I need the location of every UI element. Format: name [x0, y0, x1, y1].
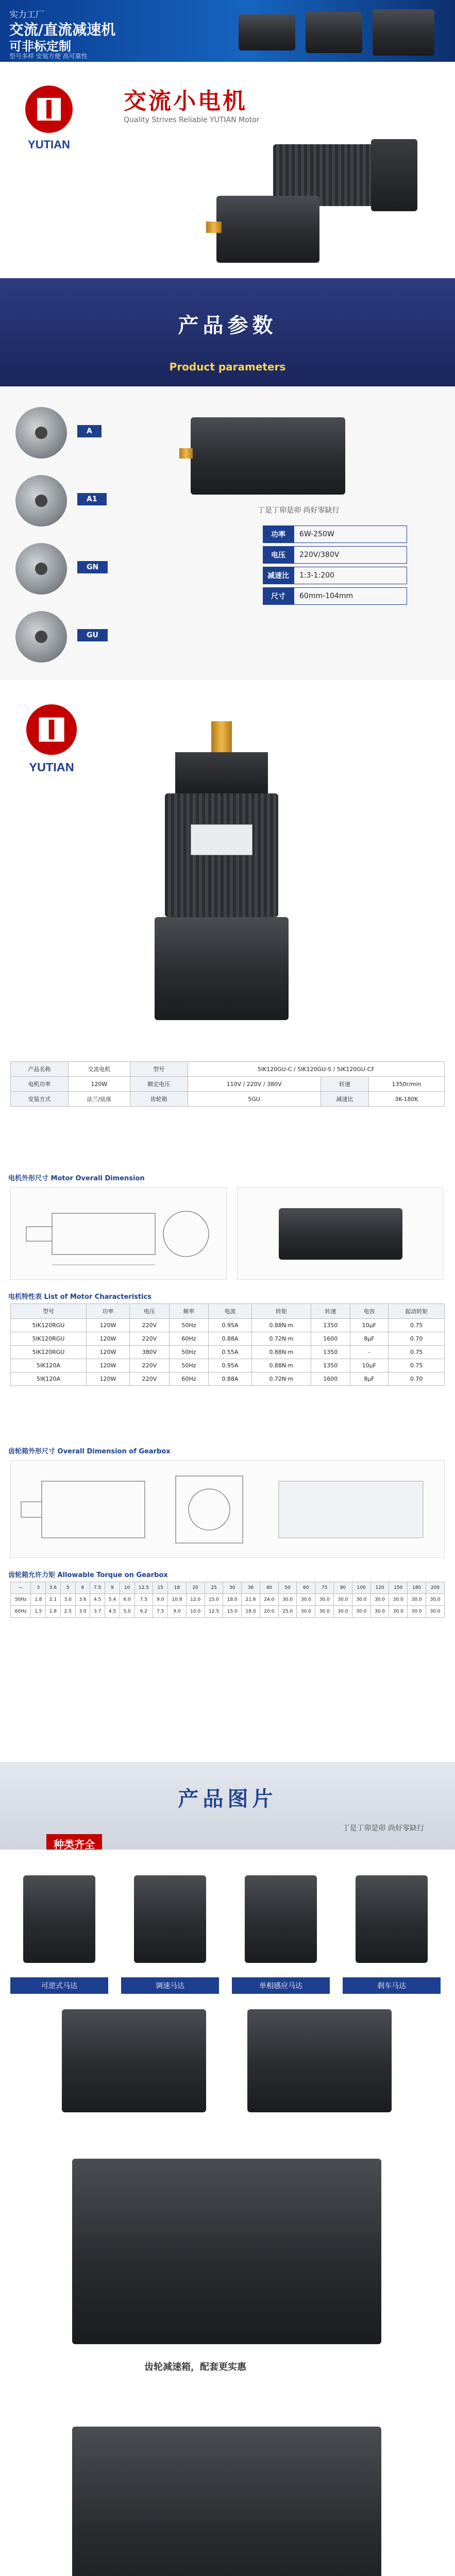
- torque-cell: 30.0: [297, 1594, 315, 1606]
- torque-ratio-header: 200: [426, 1582, 444, 1594]
- torque-cell: 18.0: [223, 1594, 242, 1606]
- torque-cell: 3.7: [90, 1606, 105, 1618]
- pictures-grid: [0, 1850, 455, 2138]
- torque-cell: 30.0: [297, 1606, 315, 1618]
- torque-title: 齿轮箱允许力矩 Allowable Torque on Gearbox: [8, 1571, 168, 1579]
- gearbox-motor-image: [62, 2009, 206, 2112]
- torque-ratio-header: 15: [153, 1582, 168, 1594]
- hero-tags: 型号多样 安装方便 高可靠性: [9, 53, 88, 60]
- torque-cell: 6.0: [120, 1594, 134, 1606]
- spec-table: [10, 1061, 445, 1107]
- gearbox-motor-image: [72, 2427, 381, 2576]
- torque-ratio-header: 75: [315, 1582, 334, 1594]
- torque-ratio-header: 9: [105, 1582, 120, 1594]
- torque-cell: 30.0: [334, 1594, 352, 1606]
- torque-ratio-header: 100: [352, 1582, 370, 1594]
- gearbox-motor-image: [247, 2009, 392, 2112]
- torque-ratio-header: 36: [242, 1582, 260, 1594]
- table-row: [11, 1594, 445, 1606]
- torque-cell: 30.0: [278, 1594, 297, 1606]
- torque-cell: 18.0: [242, 1606, 260, 1618]
- params-slogan: 丁是丁卯是卯 尚好零缺行: [258, 506, 340, 515]
- dimension-title: 电机外形尺寸 Motor Overall Dimension: [8, 1175, 145, 1182]
- table-row: 安装方式 法兰/底座 齿轮箱 5GU 减速比 3K-180K: [11, 1092, 445, 1107]
- table-row: 产品名称 交流电机 型号 5IK120GU-C / 5IK120GU-S / 5IK120GU-CF: [11, 1062, 445, 1077]
- torque-section: [0, 1566, 455, 1762]
- torque-cell: 5.0: [120, 1606, 134, 1618]
- table-row: 5IK120A 120W 220V 60Hz 0.88A 0.72N·m 1600 8μF 0.70: [11, 1372, 445, 1386]
- dimension-photo: [237, 1187, 443, 1280]
- torque-cell: 60Hz: [11, 1606, 31, 1618]
- shaft-type-list: [10, 402, 134, 674]
- table-row: 5IK120RGU 120W 380V 50Hz 0.55A 0.88N·m 1350 - 0.75: [11, 1346, 445, 1359]
- torque-cell: 3.0: [75, 1606, 90, 1618]
- torque-cell: 30.0: [315, 1606, 334, 1618]
- torque-cell: 30.0: [352, 1606, 370, 1618]
- torque-ratio-header: 3.6: [46, 1582, 61, 1594]
- torque-ratio-header: 7.5: [90, 1582, 105, 1594]
- table-row: 5IK120A 120W 220V 50Hz 0.95A 0.88N·m 1350 10μF 0.75: [11, 1359, 445, 1372]
- torque-cell: 25.0: [278, 1606, 297, 1618]
- torque-cell: 3.0: [60, 1594, 75, 1606]
- torque-ratio-header: 30: [223, 1582, 242, 1594]
- gearbox-dimension-title: 齿轮箱外形尺寸 Overall Dimension of Gearbox: [8, 1448, 171, 1455]
- torque-cell: 9.0: [168, 1606, 187, 1618]
- torque-cell: 30.0: [370, 1594, 389, 1606]
- shaft-type-a: A: [10, 402, 134, 464]
- torque-cell: 7.5: [153, 1606, 168, 1618]
- torque-cell: 1.8: [31, 1594, 46, 1606]
- spec-row-ratio: 减速比 1:3-1:200: [263, 567, 407, 584]
- torque-cell: 24.0: [260, 1594, 278, 1606]
- gearbox-drawing: [10, 1460, 445, 1558]
- hero-motor-image: [239, 9, 434, 56]
- spec-row-size: 尺寸 60mm-104mm: [263, 587, 407, 605]
- torque-cell: 30.0: [352, 1594, 370, 1606]
- pic-card-brake: 刹车马达: [343, 1865, 441, 1994]
- showcase-section: [0, 680, 455, 1051]
- torque-cell: 30.0: [370, 1606, 389, 1618]
- torque-ratio-header: 20: [186, 1582, 205, 1594]
- torque-cell: 2.5: [60, 1606, 75, 1618]
- pic-card-speed: 调速马达: [121, 1865, 219, 1994]
- torque-ratio-header: 18: [168, 1582, 187, 1594]
- torque-ratio-header: 12.5: [134, 1582, 153, 1594]
- params-heading: 产品参数: [178, 314, 277, 337]
- yutian-logo-icon: [10, 77, 88, 155]
- showcase-motor-image: [103, 721, 371, 1030]
- shaft-type-gn: GN: [10, 538, 134, 600]
- torque-cell: 3.6: [75, 1594, 90, 1606]
- gearbox-dimension-section: [0, 1443, 455, 1566]
- characteristics-table: [10, 1303, 445, 1386]
- variety-badge: 种类齐全: [46, 1834, 102, 1850]
- gear-caption: 齿轮减速箱，配套更实惠: [144, 2362, 246, 2372]
- hero-subtitle: 可非标定制: [9, 39, 71, 54]
- torque-cell: 30.0: [408, 1594, 426, 1606]
- params-heading-en: Product parameters: [169, 361, 286, 373]
- brand-section: [0, 62, 455, 278]
- characteristics-title: 电机特性表 List of Motor Characteristics: [8, 1293, 152, 1301]
- torque-cell: 30.0: [389, 1594, 408, 1606]
- torque-cell: 15.0: [205, 1594, 223, 1606]
- table-header-row: — 3 3.6 5 6 7.5 9 10 12.5 15 18 20 25 30 36 40 50 60 75 90 100 120 150 180 200: [11, 1582, 445, 1594]
- torque-cell: 12.5: [205, 1606, 223, 1618]
- torque-table: [10, 1582, 445, 1618]
- torque-ratio-header: 50: [278, 1582, 297, 1594]
- params-banner: [0, 278, 455, 386]
- dimension-drawing-icon: [11, 1188, 227, 1280]
- torque-cell: 50Hz: [11, 1594, 31, 1606]
- svg-text:YUTIAN: YUTIAN: [29, 760, 74, 774]
- svg-text:YUTIAN: YUTIAN: [28, 138, 70, 151]
- torque-ratio-header: 6: [75, 1582, 90, 1594]
- torque-ratio-header: 120: [370, 1582, 389, 1594]
- table-row: [11, 1606, 445, 1618]
- torque-cell: 2.1: [46, 1594, 61, 1606]
- torque-cell: 4.5: [105, 1606, 120, 1618]
- spec-motor-image: [191, 417, 345, 495]
- torque-cell: 30.0: [426, 1594, 444, 1606]
- hero-small-text: 实力工厂: [9, 10, 44, 20]
- torque-cell: 30.0: [426, 1606, 444, 1618]
- pictures-banner: [0, 1762, 455, 1850]
- torque-cell: 30.0: [315, 1594, 334, 1606]
- spec-row-power: 功率 6W-250W: [263, 526, 407, 543]
- torque-cell: 7.5: [134, 1594, 153, 1606]
- torque-ratio-header: 180: [408, 1582, 426, 1594]
- table-row: 电机功率 120W 额定电压 110V / 220V / 380V 转速 1350r/min: [11, 1077, 445, 1092]
- torque-ratio-header: 150: [389, 1582, 408, 1594]
- torque-cell: 9.0: [153, 1594, 168, 1606]
- torque-ratio-header: 90: [334, 1582, 352, 1594]
- pic-card-induction: 单相感应马达: [232, 1865, 330, 1994]
- brand-subtitle: Quality Strives Reliable YUTIAN Motor: [124, 116, 260, 124]
- torque-cell: 5.4: [105, 1594, 120, 1606]
- pictures-slogan: 丁是丁卯是卯 尚好零缺行: [342, 1824, 424, 1833]
- characteristics-section: [0, 1288, 455, 1443]
- spec-row-voltage: 电压 220V/380V: [263, 546, 407, 564]
- table-header-row: 型号 功率 电压 频率 电流 转矩 转速 电容 起动转矩: [11, 1304, 445, 1319]
- torque-cell: 6.2: [134, 1606, 153, 1618]
- brand-motor-image: [206, 134, 423, 268]
- gearbox-drawing-icon: [11, 1461, 445, 1558]
- torque-cell: 4.5: [90, 1594, 105, 1606]
- torque-cell: 30.0: [408, 1606, 426, 1618]
- gearbox-feature-2: [0, 2406, 455, 2576]
- yutian-logo-icon: [10, 696, 93, 778]
- torque-cell: 12.0: [186, 1594, 205, 1606]
- torque-cell: 1.8: [46, 1606, 61, 1618]
- gearbox-motor-image: [72, 2159, 381, 2344]
- shaft-type-a1: A1: [10, 470, 134, 532]
- torque-ratio-header: 60: [297, 1582, 315, 1594]
- params-section: [0, 386, 455, 680]
- gearbox-feature-1: [0, 2138, 455, 2406]
- torque-cell: 20.0: [260, 1606, 278, 1618]
- torque-cell: 30.0: [334, 1606, 352, 1618]
- hero-banner: [0, 0, 455, 62]
- pic-card-reversible: 可逆式马达: [10, 1865, 108, 1994]
- torque-ratio-header: 40: [260, 1582, 278, 1594]
- torque-cell: 10.0: [186, 1606, 205, 1618]
- table-row: 5IK120RGU 120W 220V 50Hz 0.95A 0.88N·m 1350 10μF 0.75: [11, 1319, 445, 1332]
- dimension-section: [0, 1170, 455, 1288]
- torque-cell: 10.8: [168, 1594, 187, 1606]
- torque-ratio-header: 10: [120, 1582, 134, 1594]
- torque-ratio-header: 25: [205, 1582, 223, 1594]
- brand-title: 交流小电机: [124, 88, 247, 114]
- spec-list: [263, 526, 407, 608]
- torque-cell: 21.6: [242, 1594, 260, 1606]
- dimension-drawing-front: [10, 1187, 227, 1280]
- torque-cell: 1.5: [31, 1606, 46, 1618]
- torque-ratio-header: 5: [60, 1582, 75, 1594]
- torque-cell: 30.0: [389, 1606, 408, 1618]
- spec-table-section: [0, 1051, 455, 1170]
- shaft-type-gu: GU: [10, 606, 134, 668]
- torque-ratio-header: 3: [31, 1582, 46, 1594]
- pictures-heading: 产品图片: [178, 1787, 277, 1811]
- torque-cell: 15.0: [223, 1606, 242, 1618]
- table-row: 5IK120RGU 120W 220V 60Hz 0.88A 0.72N·m 1600 8μF 0.70: [11, 1332, 445, 1346]
- hero-title: 交流/直流减速机: [9, 21, 116, 38]
